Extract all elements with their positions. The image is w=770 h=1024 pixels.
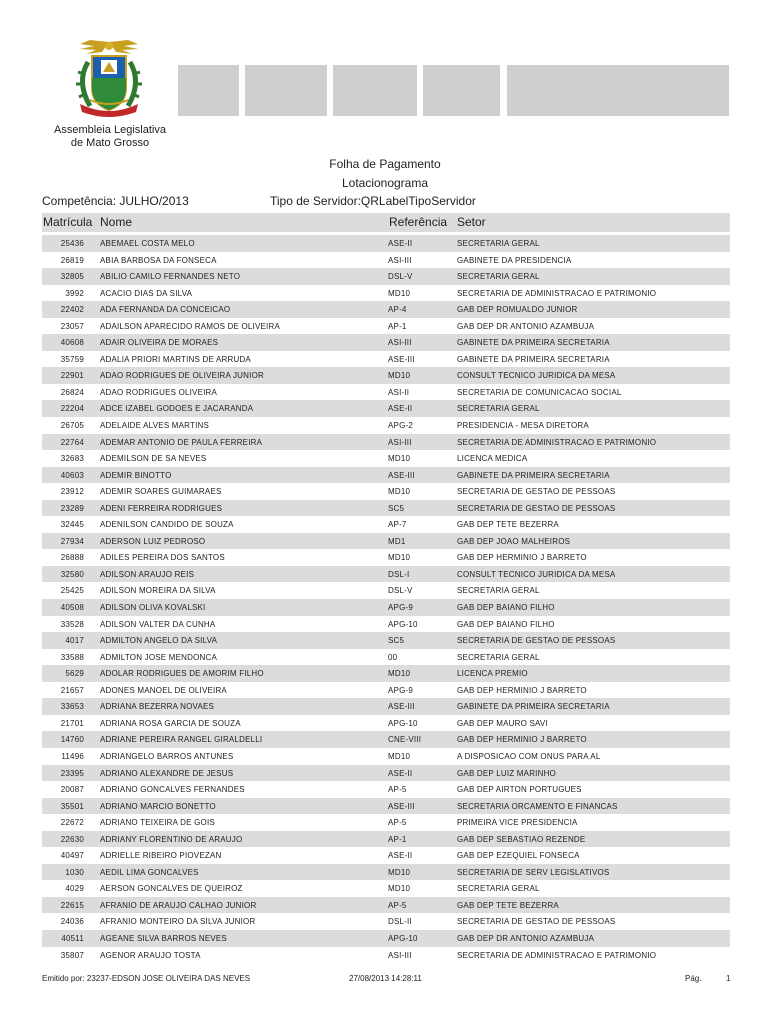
organization-name [40,124,180,150]
cell-matricula: 4017 [65,636,84,646]
cell-matricula: 11496 [61,751,84,761]
cell-nome: AERSON GONCALVES DE QUEIROZ [100,884,243,894]
cell-setor: GAB DEP HERMINIO J BARRETO [457,685,587,695]
table-row [42,351,730,368]
cell-referencia: AP-4 [388,305,407,315]
cell-referencia: AP-5 [388,785,407,795]
cell-nome: AEDIL LIMA GONCALVES [100,867,199,877]
cell-setor: GAB DEP DR ANTONIO AZAMBUJA [457,321,595,331]
table-row [42,781,730,798]
cell-nome: ADONES MANOEL DE OLIVEIRA [100,685,227,695]
cell-nome: ADILSON ARAUJO REIS [100,569,195,579]
cell-referencia: SC5 [388,503,405,513]
cell-setor: GAB DEP JOAO MALHEIROS [457,536,571,546]
table-row [42,947,730,964]
table-row [42,913,730,930]
cell-nome: ADEMIR SOARES GUIMARAES [100,487,222,497]
cell-setor: LICENCA PREMIO [457,669,528,679]
table-row [42,500,730,517]
footer-page-label: Pág. [685,974,702,983]
cell-referencia: ASI-II [388,387,410,397]
table-row [42,549,730,566]
cell-setor: SECRETARIA DE ADMINISTRACAO E PATRIMONIO [457,288,657,298]
cell-matricula: 14760 [60,735,84,745]
cell-referencia: DSL-V [388,586,413,596]
cell-nome: ABEMAEL COSTA MELO [100,239,195,248]
cell-setor: SECRETARIA ORCAMENTO E FINANCAS [457,801,618,811]
header-block-5 [507,65,729,116]
cell-nome: ADRIANO MARCIO BONETTO [100,801,216,811]
cell-nome: ADILES PEREIRA DOS SANTOS [100,553,225,563]
cell-nome: ADRIANGELO BARROS ANTUNES [100,751,234,761]
cell-matricula: 40497 [60,851,84,861]
cell-referencia: ASI-III [388,437,412,447]
cell-setor: GAB DEP MAURO SAVI [457,718,548,728]
cell-referencia: ASI-III [388,950,412,960]
cell-referencia: APG-10 [388,619,418,629]
table-row [42,384,730,401]
cell-setor: CONSULT TECNICO JURIDICA DA MESA [457,569,616,579]
cell-setor: SECRETARIA DE ADMINISTRACAO E PATRIMONIO [457,437,657,447]
cell-referencia: MD10 [388,487,411,497]
cell-matricula: 21657 [60,685,84,695]
table-row [42,566,730,583]
cell-nome: ADILSON VALTER DA CUNHA [100,619,216,629]
cell-nome: ADAIR OLIVEIRA DE MORAES [100,338,219,348]
cell-setor: SECRETARIA DE GESTAO DE PESSOAS [457,487,616,497]
header-nome: Nome [100,215,133,229]
cell-referencia: AP-7 [388,520,407,530]
organization-line-1: Assembleia Legislativa [54,124,166,136]
cell-matricula: 22901 [60,371,84,381]
cell-nome: ADAO RODRIGUES DE OLIVEIRA JUNIOR [100,371,264,381]
cell-matricula: 35807 [60,950,84,960]
cell-setor: PRESIDENCIA - MESA DIRETORA [457,421,589,431]
table-row [42,847,730,864]
cell-nome: ADENI FERREIRA RODRIGUES [100,503,223,513]
cell-matricula: 1030 [65,867,84,877]
table-row [42,268,730,285]
table-row [42,748,730,765]
cell-referencia: MD10 [388,884,411,894]
table-row [42,731,730,748]
cell-nome: ADRIANO TEIXEIRA DE GOIS [100,818,215,828]
cell-matricula: 22615 [60,900,84,910]
cell-referencia: AP-5 [388,900,407,910]
cell-matricula: 25425 [60,586,84,596]
footer-page-number: 1 [726,974,731,983]
table-header [42,213,730,232]
cell-matricula: 20087 [60,785,84,795]
cell-nome: ADILSON OLIVA KOVALSKI [100,603,206,613]
cell-nome: ADALIA PRIORI MARTINS DE ARRUDA [100,354,251,364]
cell-nome: ADMILTON ANGELO DA SILVA [100,636,218,646]
cell-referencia: 00 [388,652,398,662]
cell-referencia: MD10 [388,553,411,563]
cell-referencia: MD10 [388,751,411,761]
cell-matricula: 21701 [60,718,84,728]
cell-matricula: 22204 [60,404,84,414]
table-row [42,434,730,451]
cell-setor: GABINETE DA PRIMEIRA SECRETARIA [457,338,610,348]
cell-nome: ADRIANA ROSA GARCIA DE SOUZA [100,718,241,728]
cell-nome: AGENOR ARAUJO TOSTA [100,950,201,960]
cell-setor: SECRETARIA GERAL [457,884,540,894]
cell-matricula: 26819 [60,255,84,265]
table-row [42,599,730,616]
organization-line-2: de Mato Grosso [70,137,150,149]
cell-setor: SECRETARIA GERAL [457,272,540,282]
cell-setor: LICENCA MEDICA [457,454,528,464]
table-row [42,417,730,434]
table-row [42,930,730,947]
cell-setor: GAB DEP ROMUALDO JUNIOR [457,305,578,315]
cell-matricula: 26888 [60,553,84,563]
cell-nome: ABILIO CAMILO FERNANDES NETO [100,272,241,282]
cell-nome: ADA FERNANDA DA CONCEICAO [100,305,231,315]
cell-matricula: 23912 [60,487,84,497]
table-row [42,798,730,815]
cell-matricula: 33653 [60,702,84,712]
table-row [42,450,730,467]
cell-matricula: 40508 [60,603,84,613]
cell-referencia: APG-9 [388,685,414,695]
table-row [42,516,730,533]
table-row [42,715,730,732]
cell-setor: PRIMEIRA VICE PRESIDENCIA [457,818,578,828]
cell-nome: ADRIELLE RIBEIRO PIOVEZAN [100,851,222,861]
cell-matricula: 27934 [60,536,84,546]
cell-matricula: 32805 [60,272,84,282]
table-row [42,665,730,682]
table-row [42,864,730,881]
cell-referencia: MD10 [388,371,411,381]
report-subtitle: Lotacionograma [341,176,429,190]
header-setor: Setor [457,215,486,229]
cell-setor: GAB DEP BAIANO FILHO [457,603,555,613]
cell-setor: SECRETARIA DE COMUNICACAO SOCIAL [457,387,622,397]
cell-referencia: ASE-III [388,470,415,480]
cell-setor: SECRETARIA DE SERV LEGISLATIVOS [457,867,610,877]
cell-matricula: 22764 [60,437,84,447]
cell-referencia: DSL-I [388,569,410,579]
cell-matricula: 23057 [60,321,84,331]
table-row [42,533,730,550]
cell-referencia: ASI-III [388,255,412,265]
cell-nome: ADELAIDE ALVES MARTINS [100,421,210,431]
cell-referencia: APG-10 [388,718,418,728]
cell-matricula: 22672 [60,818,84,828]
header-block-1 [178,65,239,116]
cell-setor: GAB DEP LUIZ MARINHO [457,768,556,778]
cell-referencia: ASI-III [388,338,412,348]
cell-nome: AGEANE SILVA BARROS NEVES [100,933,227,943]
cell-setor: GAB DEP DR ANTONIO AZAMBUJA [457,933,595,943]
cell-setor: CONSULT TECNICO JURIDICA DA MESA [457,371,616,381]
cell-matricula: 33588 [60,652,84,662]
report-title: Folha de Pagamento [329,157,441,171]
cell-referencia: MD10 [388,669,411,679]
cell-referencia: SC5 [388,636,405,646]
cell-setor: GAB DEP HERMINIO J BARRETO [457,735,587,745]
cell-referencia: AP-1 [388,321,407,331]
table-row [42,285,730,302]
cell-referencia: APG-2 [388,421,414,431]
cell-setor: A DISPOSICAO COM ONUS PARA AL [457,751,601,761]
table-row [42,367,730,384]
cell-setor: GAB DEP SEBASTIAO REZENDE [457,834,586,844]
header-referencia: Referência [389,215,448,229]
cell-matricula: 26824 [60,387,84,397]
table-row [42,334,730,351]
cell-matricula: 23289 [60,503,84,513]
table-row [42,400,730,417]
cell-setor: GAB DEP BAIANO FILHO [457,619,555,629]
table-row [42,682,730,699]
table-row [42,649,730,666]
competencia-label: Competência: JULHO/2013 [42,194,189,208]
cell-nome: ADCE IZABEL GODOES E JACARANDA [100,404,254,414]
cell-referencia: MD1 [388,536,406,546]
header-matricula: Matrícula [43,215,93,229]
cell-nome: ADMILTON JOSE MENDONCA [100,652,218,662]
table-row [42,235,730,252]
table-row [42,765,730,782]
cell-referencia: ASE-II [388,768,413,778]
cell-nome: ADEMAR ANTONIO DE PAULA FERREIRA [100,437,263,447]
cell-referencia: ASE-III [388,354,415,364]
employee-table [42,235,730,963]
cell-referencia: AP-5 [388,818,407,828]
cell-nome: ADRIANA BEZERRA NOVAES [100,702,215,712]
cell-nome: AFRANIO DE ARAUJO CALHAO JUNIOR [100,900,257,910]
cell-matricula: 26705 [60,421,84,431]
cell-setor: SECRETARIA DE GESTAO DE PESSOAS [457,917,616,927]
cell-referencia: ASE-III [388,702,415,712]
cell-nome: ABIA BARBOSA DA FONSECA [100,255,217,265]
cell-referencia: AP-1 [388,834,407,844]
cell-matricula: 35501 [60,801,84,811]
cell-setor: SECRETARIA DE GESTAO DE PESSOAS [457,636,616,646]
cell-setor: GAB DEP AIRTON PORTUGUES [457,785,582,795]
table-row [42,483,730,500]
cell-setor: SECRETARIA GERAL [457,404,540,414]
cell-setor: GABINETE DA PRIMEIRA SECRETARIA [457,702,610,712]
table-row [42,632,730,649]
cell-nome: ACACIO DIAS DA SILVA [100,288,193,298]
cell-matricula: 40511 [61,933,84,943]
cell-matricula: 25436 [60,239,84,248]
cell-referencia: APG-10 [388,933,418,943]
table-row [42,616,730,633]
cell-setor: SECRETARIA DE GESTAO DE PESSOAS [457,503,616,513]
cell-matricula: 3992 [65,288,84,298]
coat-of-arms-logo [50,38,168,120]
cell-setor: GAB DEP HERMINIO J BARRETO [457,553,587,563]
cell-setor: SECRETARIA GERAL [457,239,540,248]
cell-nome: ADEMIR BINOTTO [100,470,172,480]
cell-nome: ADAILSON APARECIDO RAMOS DE OLIVEIRA [100,321,280,331]
cell-referencia: DSL-II [388,917,412,927]
cell-nome: ADOLAR RODRIGUES DE AMORIM FILHO [100,669,264,679]
cell-referencia: DSL-V [388,272,413,282]
cell-matricula: 40608 [60,338,84,348]
table-row [42,897,730,914]
table-row [42,698,730,715]
table-row [42,301,730,318]
cell-referencia: MD10 [388,288,411,298]
cell-setor: GAB DEP TETE BEZERRA [457,900,559,910]
table-row [42,831,730,848]
cell-matricula: 35759 [60,354,84,364]
cell-matricula: 4029 [65,884,84,894]
cell-nome: ADRIANO GONCALVES FERNANDES [100,785,245,795]
footer-emitido: Emitido por: 23237-EDSON JOSE OLIVEIRA DAS NEVES [42,974,251,983]
table-row [42,582,730,599]
cell-nome: ADEMILSON DE SA NEVES [100,454,207,464]
cell-setor: SECRETARIA DE ADMINISTRACAO E PATRIMONIO [457,950,657,960]
cell-setor: SECRETARIA GERAL [457,586,540,596]
cell-referencia: APG-9 [388,603,414,613]
cell-nome: AFRANIO MONTEIRO DA SILVA JUNIOR [100,917,256,927]
tipo-servidor-label: Tipo de Servidor:QRLabelTipoServidor [270,194,476,208]
cell-nome: ADENILSON CANDIDO DE SOUZA [100,520,234,530]
cell-matricula: 32580 [60,569,84,579]
cell-matricula: 32445 [60,520,84,530]
cell-referencia: ASE-III [388,801,415,811]
cell-nome: ADAO RODRIGUES OLIVEIRA [100,387,218,397]
cell-nome: ADILSON MOREIRA DA SILVA [100,586,216,596]
cell-referencia: ASE-II [388,851,413,861]
cell-matricula: 33528 [60,619,84,629]
footer-datetime: 27/08/2013 14:28:11 [349,974,422,983]
cell-referencia: CNE-VIII [388,735,422,745]
cell-matricula: 32683 [60,454,84,464]
cell-referencia: MD10 [388,454,411,464]
table-row [42,880,730,897]
header-block-2 [245,65,327,116]
cell-matricula: 24036 [60,917,84,927]
cell-setor: GABINETE DA PRIMEIRA SECRETARIA [457,354,610,364]
table-row [42,814,730,831]
table-row [42,467,730,484]
header-block-3 [333,65,417,116]
cell-nome: ADRIANY FLORENTINO DE ARAUJO [100,834,243,844]
cell-setor: GABINETE DA PRIMEIRA SECRETARIA [457,470,610,480]
table-row [42,318,730,335]
cell-setor: GAB DEP EZEQUIEL FONSECA [457,851,580,861]
cell-nome: ADRIANO ALEXANDRE DE JESUS [100,768,234,778]
cell-referencia: MD10 [388,867,411,877]
cell-referencia: ASE-II [388,404,413,414]
table-row [42,252,730,269]
header-block-4 [423,65,500,116]
cell-matricula: 5629 [65,669,84,679]
cell-matricula: 22630 [60,834,84,844]
cell-setor: SECRETARIA GERAL [457,652,540,662]
cell-setor: GABINETE DA PRESIDENCIA [457,255,572,265]
cell-matricula: 40603 [60,470,84,480]
cell-nome: ADRIANE PEREIRA RANGEL GIRALDELLI [100,735,263,745]
cell-nome: ADERSON LUIZ PEDROSO [100,536,206,546]
cell-matricula: 23395 [60,768,84,778]
cell-matricula: 22402 [60,305,84,315]
cell-referencia: ASE-II [388,239,413,248]
cell-setor: GAB DEP TETE BEZERRA [457,520,559,530]
